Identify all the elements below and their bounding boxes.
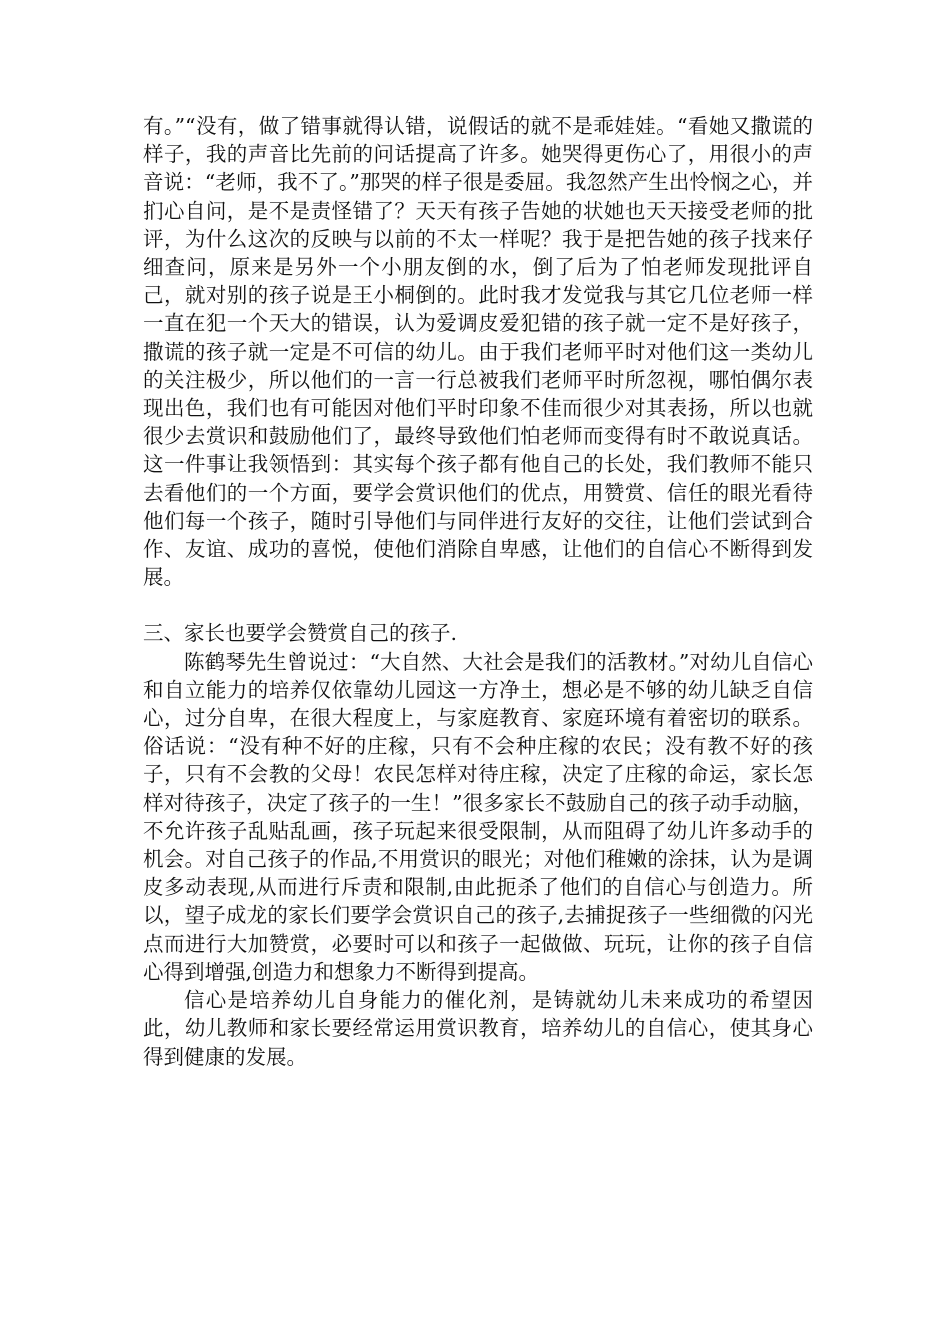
section-heading: 三、家长也要学会赞赏自己的孩子. (143, 621, 458, 646)
section-paragraph: 信心是培养幼儿自身能力的催化剂，是铸就幼儿未来成功的希望因此，幼儿教师和家长要经常运用赏识教育，培养幼儿的自信心，使其身心得到健康的发展。 (143, 988, 813, 1069)
paragraph-spacer (143, 591, 813, 619)
body-paragraph: 有。”“没有，做了错事就得认错，说假话的就不是乖娃娃。“看她又撒谎的样子，我的声音比先前的问话提高了许多。她哭得更伤心了，用很小的声音说：“老师，我不了。”那哭的样子很是委屈。我忽然产生出怜悯之心，并扪心自问，是不是责怪错了？天天有孩子告她的状她也天天接受老师的批评，为什么这次的反映与以前的不太一样呢？我于是把告她的孩子找来仔细查问，原来是另外一个小朋友倒的水，倒了后为了怕老师发现批评自己，就对别的孩子说是王小桐倒的。此时我才发觉我与其它几位老师一样一直在犯一个天大的错误，认为爱调皮爱犯错的孩子就一定不是好孩子，撒谎的孩子就一定是不可信的幼儿。由于我们老师平时对他们这一类幼儿的关注极少，所以他们的一言一行总被我们老师平时所忽视，哪怕偶尔表现出色，我们也有可能因对他们平时印象不佳而很少对其表扬，所以也就很少去赏识和鼓励他们了，最终导致他们怕老师而变得有时不敢说真话。这一件事让我领悟到：其实每个孩子都有他自己的长处，我们教师不能只去看他们的一个方面，要学会赏识他们的优点，用赞赏、信任的眼光看待他们每一个孩子，随时引导他们与同伴进行友好的交往，让他们尝试到合作、友谊、成功的喜悦，使他们消除自卑感，让他们的自信心不断得到发展。 (143, 114, 813, 590)
document-page (143, 112, 813, 1071)
section-paragraph: 陈鹤琴先生曾说过：“大自然、大社会是我们的活教材。”对幼儿自信心和自立能力的培养仅依靠幼儿园这一方净土，想必是不够的幼儿缺乏自信心，过分自卑，在很大程度上，与家庭教育、家庭环境有着密切的联系。俗话说：“没有种不好的庄稼，只有不会种庄稼的农民；没有教不好的孩子，只有不会教的父母！农民怎样对待庄稼，决定了庄稼的命运，家长怎样对待孩子，决定了孩子的一生！”很多家长不鼓励自己的孩子动手动脑，不允许孩子乱贴乱画，孩子玩起来很受限制，从而阻碍了幼儿许多动手的机会。对自己孩子的作品,不用赏识的眼光；对他们稚嫩的涂抹，认为是调皮多动表现,从而进行斥责和限制,由此扼杀了他们的自信心与创造力。所以，望子成龙的家长们要学会赏识自己的孩子,去捕捉孩子一些细微的闪光点而进行大加赞赏，必要时可以和孩子一起做做、玩玩，让你的孩子自信心得到增强,创造力和想象力不断得到提高。 (143, 649, 813, 984)
